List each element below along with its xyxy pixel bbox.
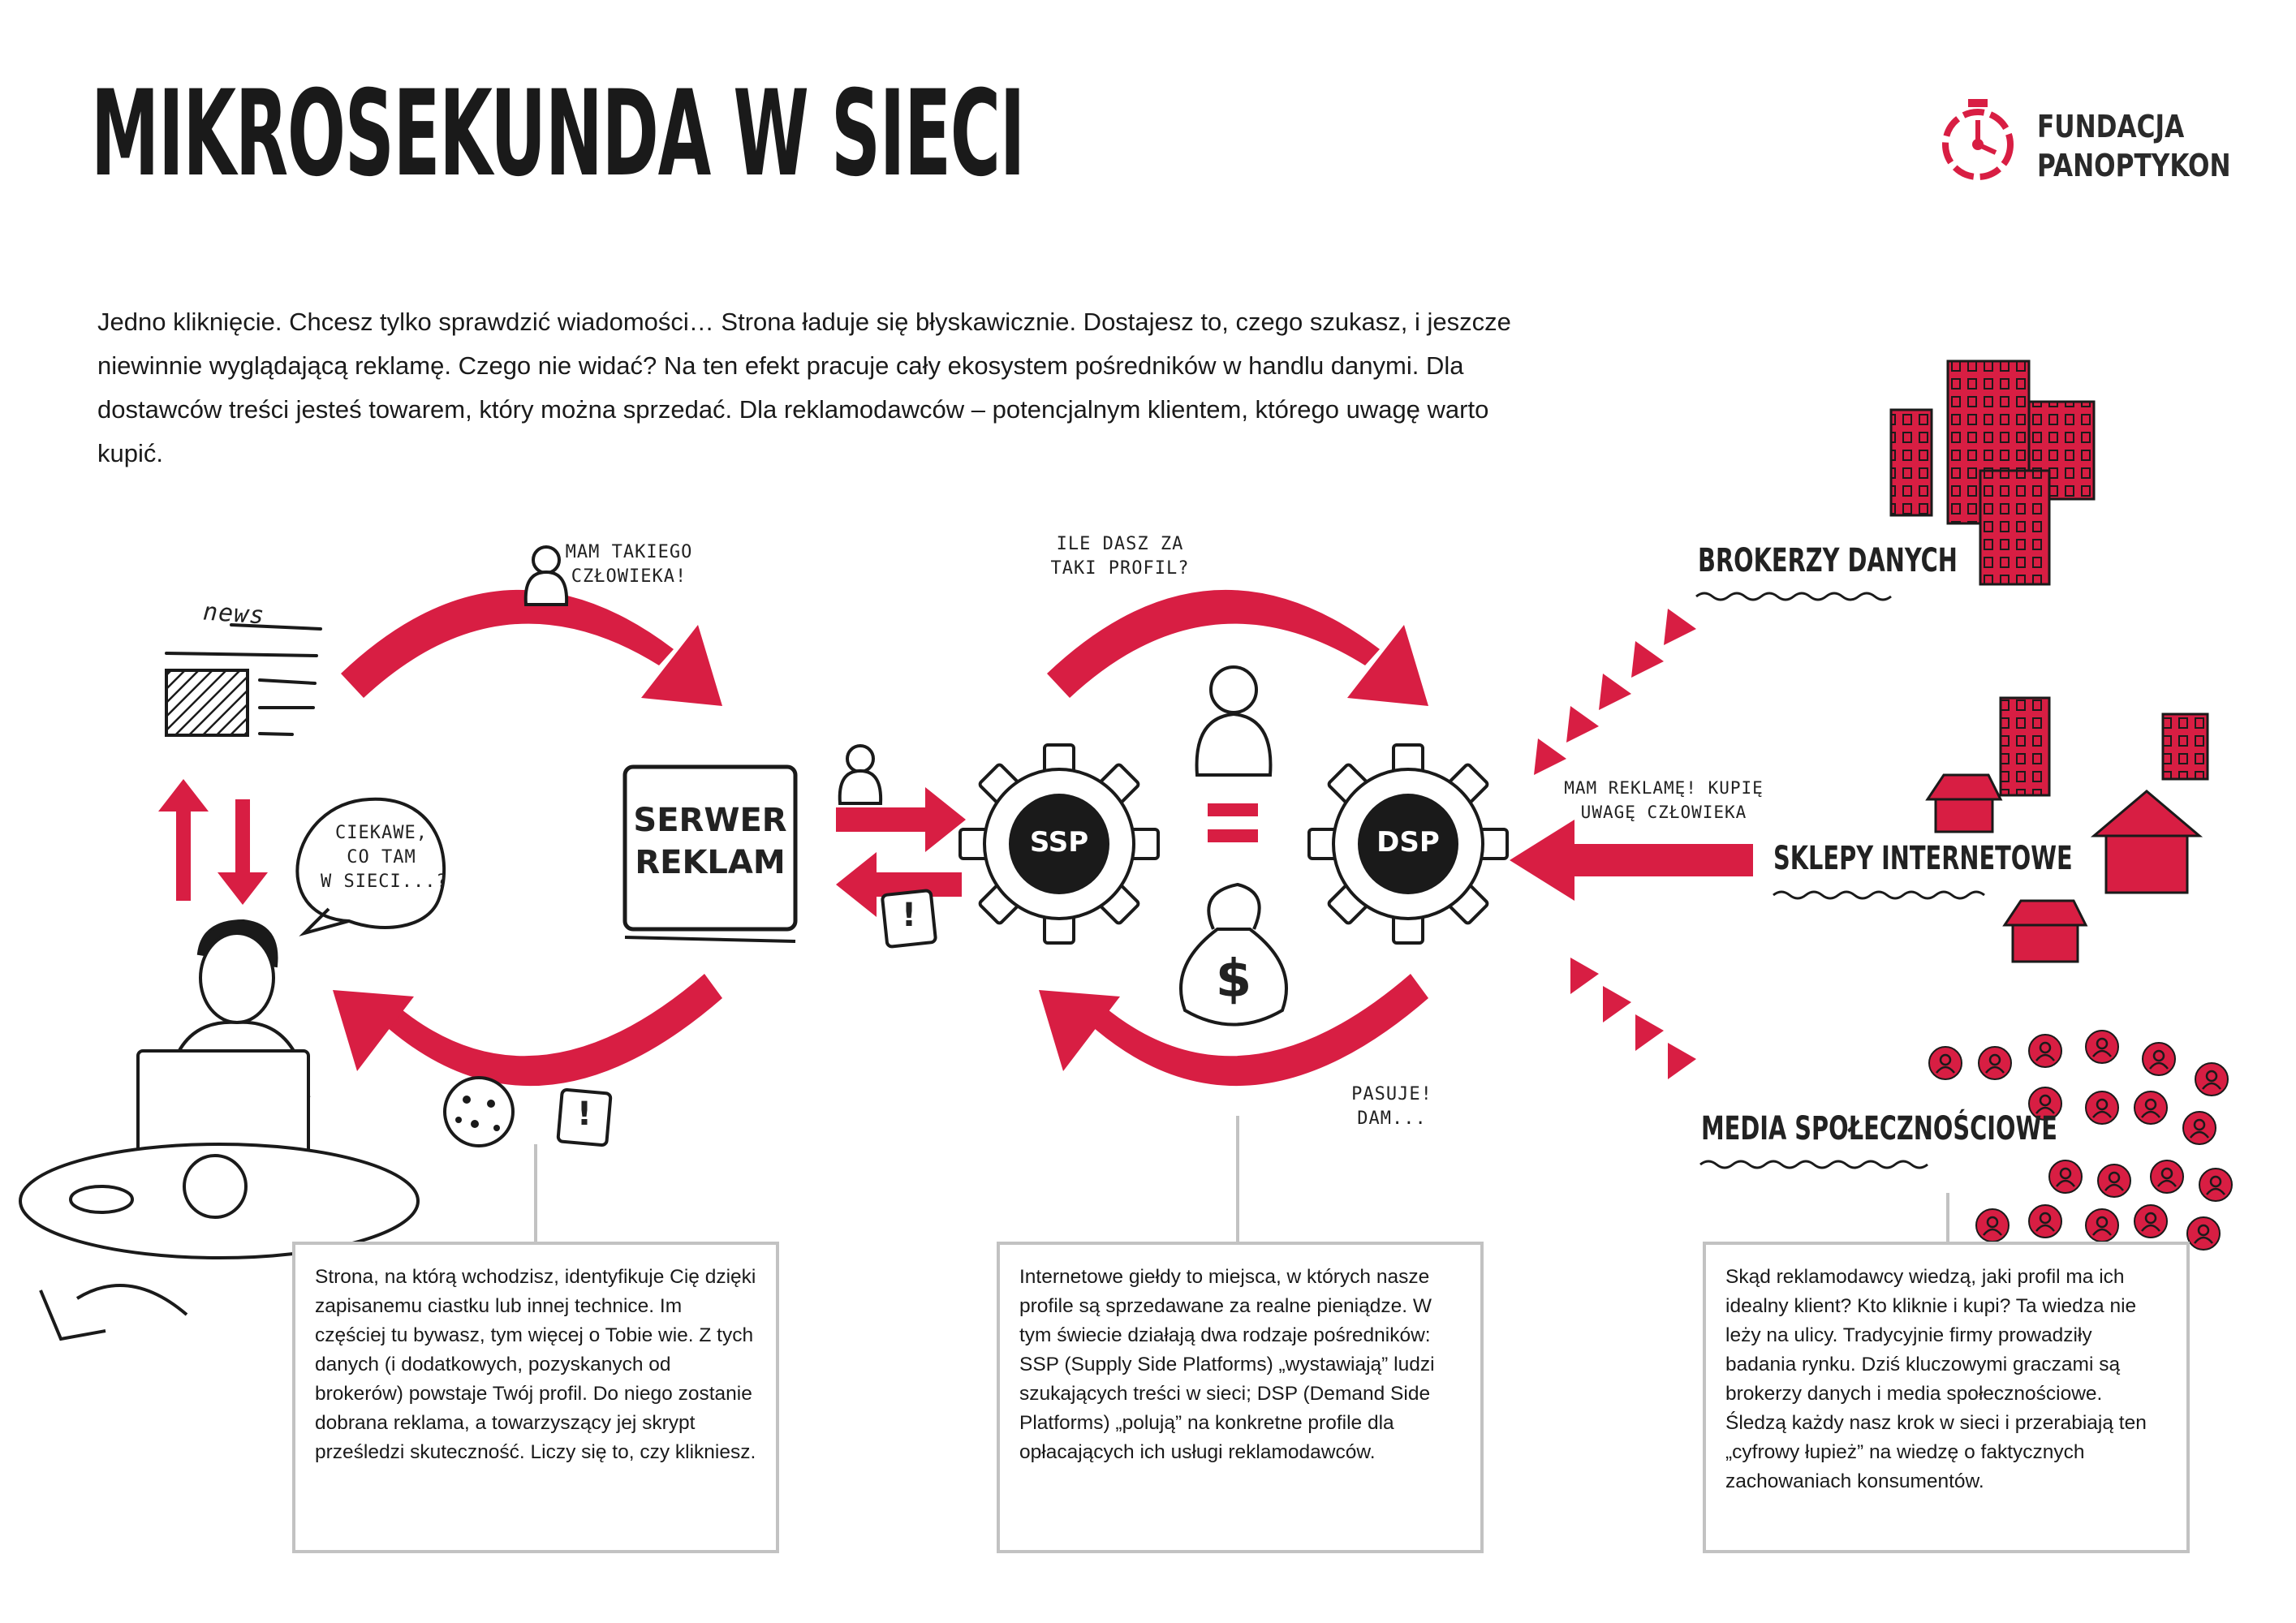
speech-have-person-line-1: MAM TAKIEGO: [565, 542, 693, 562]
speech-how-much-line-2: TAKI PROFIL?: [1050, 558, 1190, 579]
thought-line-1: CIEKAWE,: [335, 823, 428, 843]
ad-server-line-1: SERWER: [633, 802, 787, 839]
person-pawn-icon: [1197, 667, 1271, 775]
logo-line1: FUNDACJA: [2037, 109, 2185, 144]
cookie-icon: [445, 1078, 513, 1146]
page-title: MIKROSEKUNDA W SIECI: [91, 65, 1025, 203]
shop-buildings: [1928, 698, 2208, 962]
speech-have-ad-line-2: UWAGĘ CZŁOWIEKA: [1580, 803, 1747, 822]
speech-have-person-line-2: CZŁOWIEKA!: [571, 566, 687, 587]
equals-sign: [1193, 876, 1274, 877]
note-website: Strona, na którą wchodzisz, identyfikuje Cię dzięki zapisanemu ciastku lub innej technice. Im częściej tu bywasz, tym więcej o Tobie wie. Z tych danych (i dodatkowych, pozyskanych od brokerów) powstaje Twój profil. Do niego zostanie dobrana reklama, a towarzyszący jej skrypt prześledzi skuteczność. Liczy się to, czy klikniesz.: [292, 1242, 779, 1553]
arrow-up-icon: [158, 779, 209, 901]
thought-line-2: CO TAM: [347, 847, 416, 867]
ad-server-line-2: REKLAM: [635, 844, 786, 881]
news-sheet: [166, 625, 321, 735]
dsp-label: DSP: [1376, 826, 1440, 859]
category-brokers: BROKERZY DANYCH: [1698, 542, 1958, 579]
note-brokers: Skąd reklamodawcy wiedzą, jaki profil ma ich idealny klient? Kto kliknie i kupi? Ta wiedza nie leży na ulicy. Tradycyjnie firmy prowadziły badania rynku. Dziś kluczowymi graczami są brokerzy danych i media społecznościowe. Śledzą każdy nasz krok w sieci i przerabiają ten „cyfrowy łupież” na wiedzę o faktycznych zachowaniach konsumentów.: [1703, 1242, 2190, 1553]
underline-squiggles: [1696, 593, 1984, 1168]
speech-have-person: [552, 540, 706, 589]
logo-line2: PANOPTYKON: [2037, 148, 2231, 183]
exclamation-mark-bottom: !: [576, 1096, 592, 1133]
category-shops: SKLEPY INTERNETOWE: [1773, 840, 2073, 877]
thought-bubble-text: [321, 821, 448, 894]
arrow-down-icon: [218, 799, 268, 905]
speech-pass-line-1: PASUJE!: [1351, 1084, 1432, 1104]
ssp-label: SSP: [1029, 826, 1089, 859]
speech-pass-line-2: DAM...: [1357, 1109, 1427, 1129]
speech-have-ad-line-1: MAM REKLAMĘ! KUPIĘ: [1564, 778, 1764, 798]
speech-have-ad: [1558, 776, 1769, 824]
news-label: news: [201, 597, 266, 631]
category-social: MEDIA SPOŁECZNOŚCIOWE: [1701, 1110, 2057, 1147]
note-exchanges: Internetowe giełdy to miejsca, w których nasze profile są sprzedawane za realne pieniądze. W tym świecie działają dwa rodzaje pośredników: SSP (Supply Side Platforms) „wystawiają” ludzi szukających treści w sieci; DSP (Demand Side Platforms) „polują” na konkretne profile dla opłacających ich usługi reklamodawców.: [997, 1242, 1484, 1553]
person-pawn-arrow-icon: [840, 746, 881, 803]
speech-how-much: [1047, 532, 1193, 581]
dollar-sign: $: [1215, 949, 1252, 1010]
speech-pass: [1347, 1083, 1437, 1131]
intro-paragraph: Jedno kliknięcie. Chcesz tylko sprawdzić wiadomości… Strona ładuje się błyskawicznie. Dostajesz to, czego szukasz, i jeszcze niewinnie wyglądającą reklamę. Czego nie widać? Na ten efekt pracuje cały ekosystem pośredników w handlu danymi. Dla dostawców treści jesteś towarem, który można sprzedać. Dla reklamodawców – potencjalnym klientem, którego uwagę warto kupić.: [97, 308, 1511, 467]
speech-how-much-line-1: ILE DASZ ZA: [1056, 534, 1184, 554]
ad-server-label: [625, 799, 795, 884]
exclamation-mark: !: [901, 897, 917, 934]
thought-line-3: W SIECI...?: [321, 872, 448, 892]
